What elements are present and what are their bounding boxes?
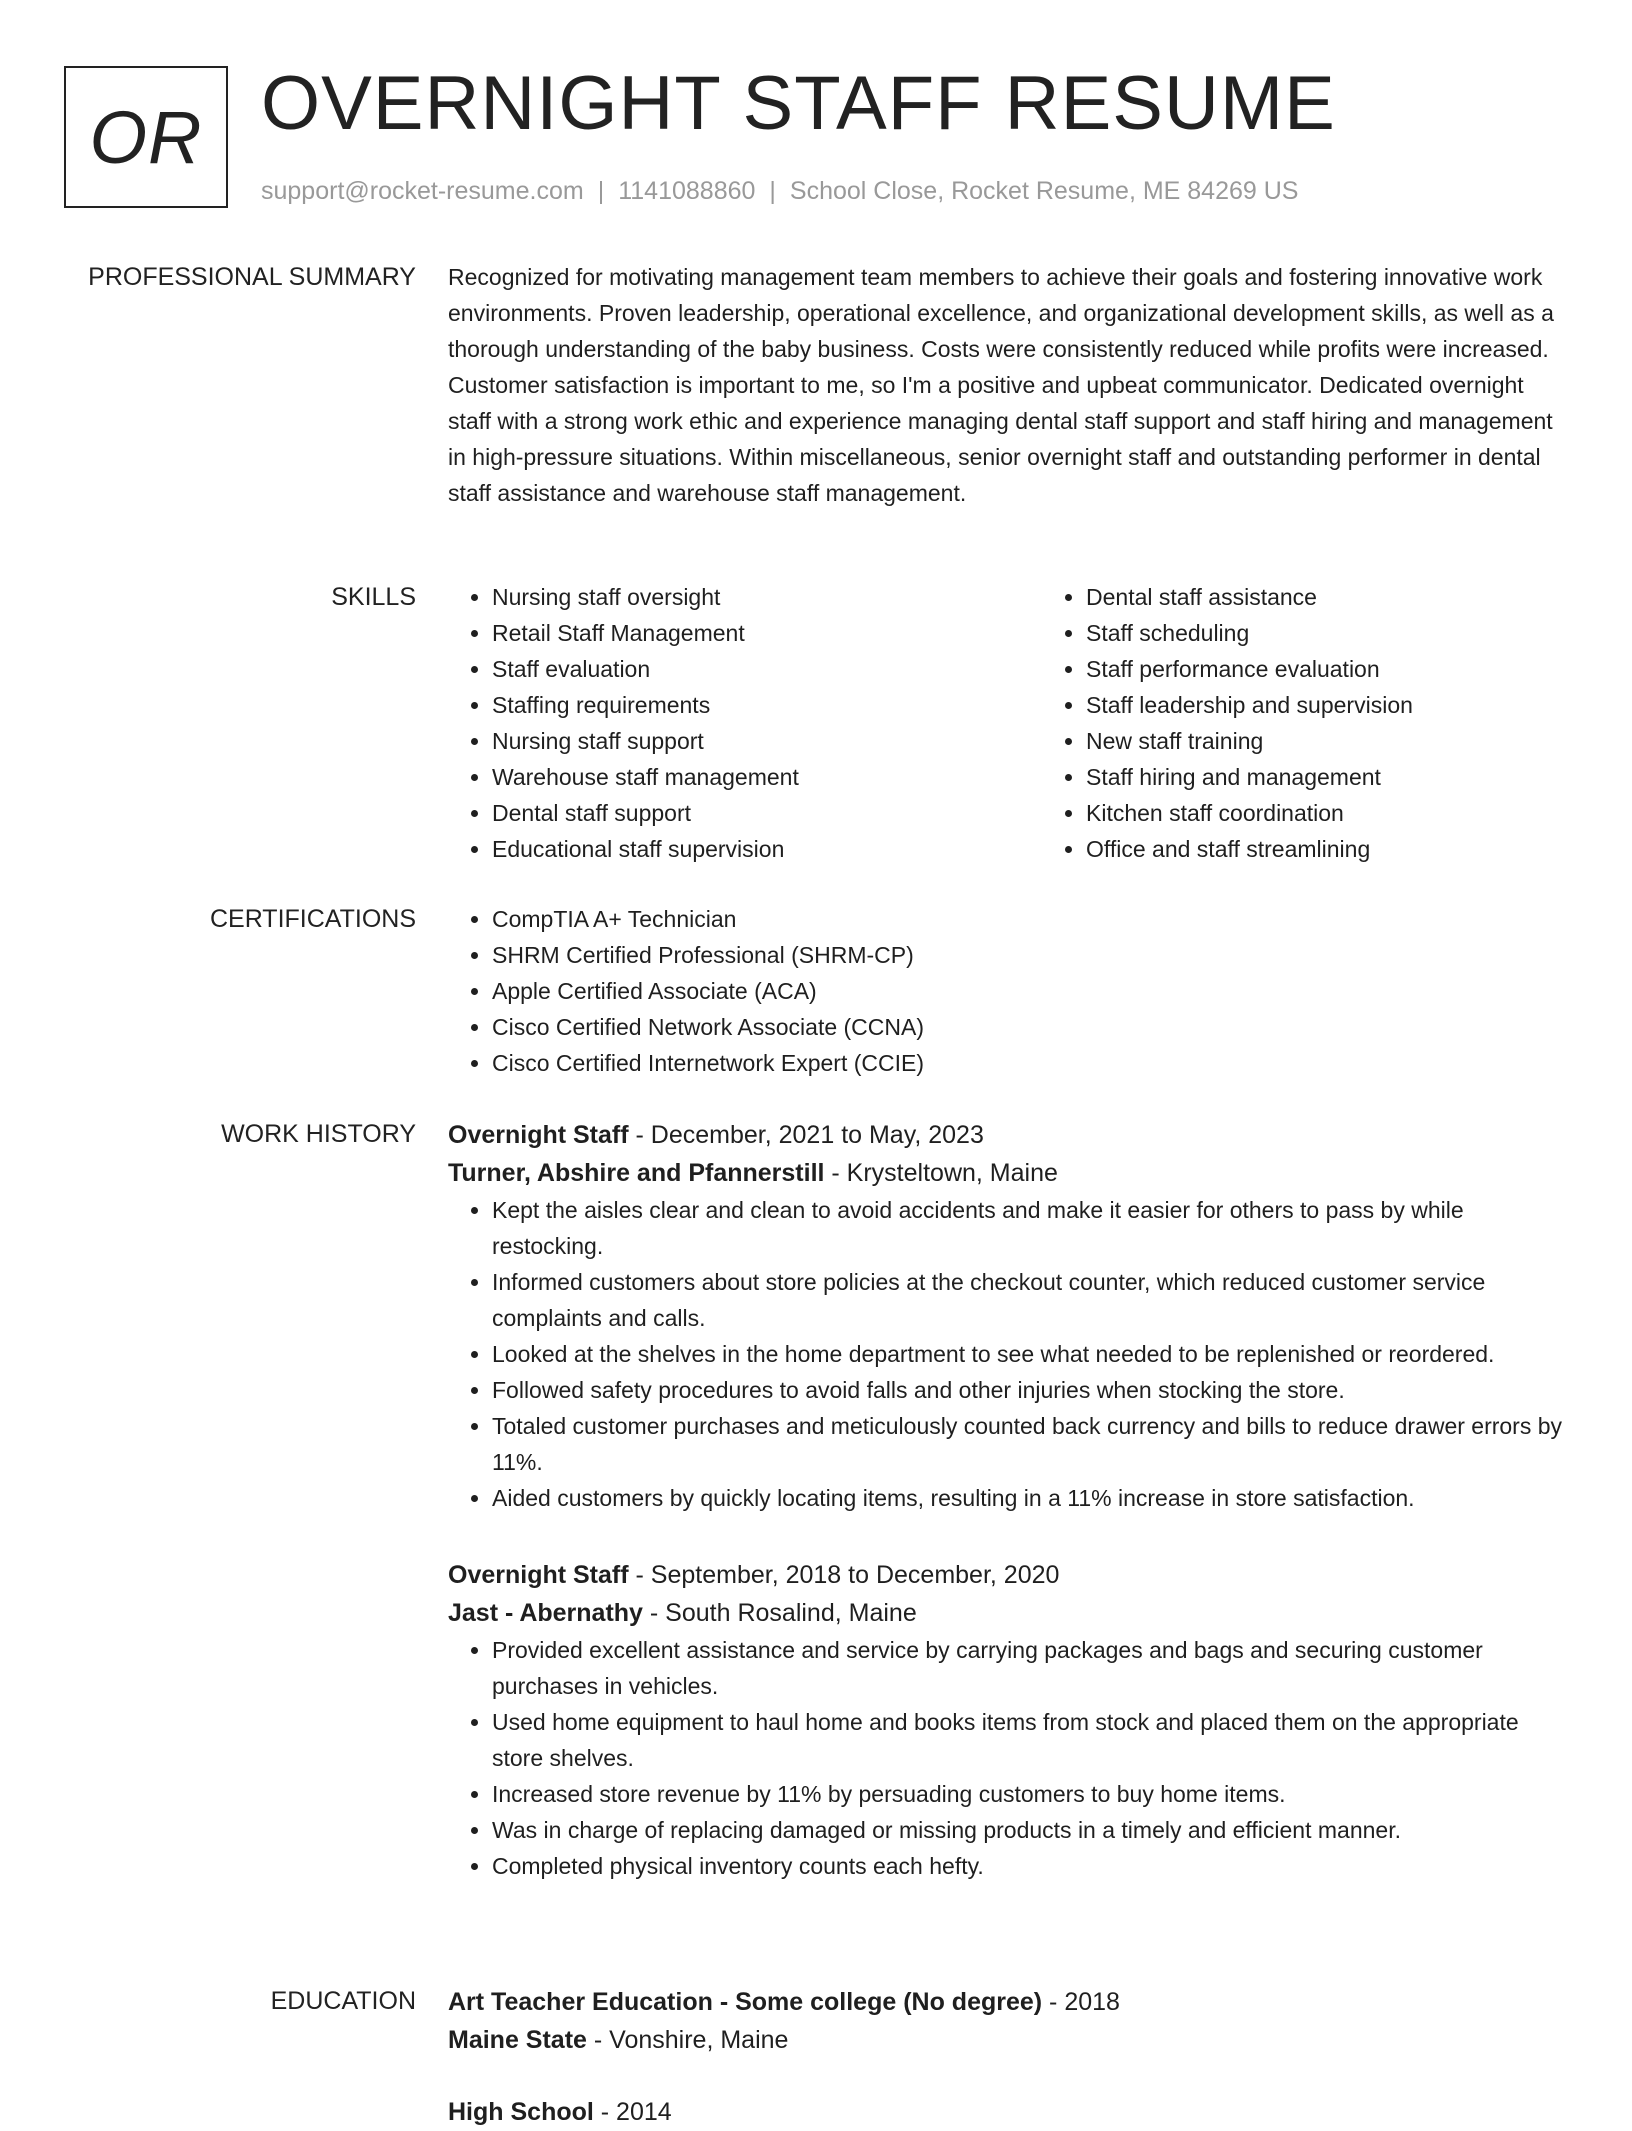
education-degree-line bbox=[448, 1983, 1568, 2021]
contact-line bbox=[261, 176, 1298, 206]
job-bullet: • Kept the aisles clear and clean to avoid accidents and make it easier for others to pass by while restocking. bbox=[492, 1192, 1568, 1264]
skill-item: • Staff performance evaluation bbox=[1086, 651, 1632, 687]
skills-body bbox=[448, 579, 1568, 867]
certification-item: • Cisco Certified Network Associate (CCNA) bbox=[492, 1009, 1568, 1045]
job-bullet: • Totaled customer purchases and meticulously counted back currency and bills to reduce drawer errors by 11%. bbox=[492, 1408, 1568, 1480]
job-bullet: • Used home equipment to haul home and books items from stock and placed them on the appropriate store shelves. bbox=[492, 1704, 1568, 1776]
job-company-line bbox=[448, 1154, 1568, 1192]
skill-item: • Staff scheduling bbox=[1086, 615, 1632, 651]
certification-item: • CompTIA A+ Technician bbox=[492, 901, 1568, 937]
summary-text: Recognized for motivating management team members to achieve their goals and fostering innovative work environments. Proven leadership, operational excellence, and organizational development skills, as well as a thorough understanding of the baby business. Costs were consistently reduced while profits were increased. Customer satisfaction is important to me, so I'm a positive and upbeat communicator. Dedicated overnight staff with a strong work ethic and experience managing dental staff support and staff hiring and management in high-pressure situations. Within miscellaneous, senior overnight staff and outstanding performer in dental staff assistance and warehouse staff management. bbox=[448, 264, 1554, 506]
job-bullet: • Aided customers by quickly locating items, resulting in a 11% increase in store satisfaction. bbox=[492, 1480, 1568, 1516]
contact-phone[interactable]: 1141088860 bbox=[618, 177, 756, 205]
education-year: - 2018 bbox=[1042, 1988, 1120, 2016]
skill-item: • Kitchen staff coordination bbox=[1086, 795, 1632, 831]
certification-item: • SHRM Certified Professional (SHRM-CP) bbox=[492, 937, 1568, 973]
education-degree-line bbox=[448, 2093, 1568, 2131]
section-label-education: EDUCATION bbox=[270, 1987, 416, 2015]
job-bullet: • Informed customers about store policies at the checkout counter, which reduced customer service complaints and calls. bbox=[492, 1264, 1568, 1336]
skill-item: • Staff leadership and supervision bbox=[1086, 687, 1632, 723]
skill-item: • Nursing staff support bbox=[492, 723, 1042, 759]
section-label-summary: PROFESSIONAL SUMMARY bbox=[88, 263, 416, 291]
education-body bbox=[448, 1983, 1568, 2131]
job-dates: - September, 2018 to December, 2020 bbox=[628, 1561, 1060, 1589]
job-bullet: • Provided excellent assistance and service by carrying packages and bags and securing customer purchases in vehicles. bbox=[492, 1632, 1568, 1704]
job-entry bbox=[448, 1556, 1568, 1884]
education-year: - 2014 bbox=[593, 2098, 672, 2126]
skill-item: • Retail Staff Management bbox=[492, 615, 1042, 651]
resume-title: OVERNIGHT STAFF RESUME bbox=[261, 61, 1336, 146]
contact-address: School Close, Rocket Resume, ME 84269 US bbox=[789, 177, 1299, 205]
job-location: - Krysteltown, Maine bbox=[824, 1159, 1058, 1187]
monogram-box bbox=[64, 66, 228, 208]
contact-separator: | bbox=[597, 177, 605, 205]
job-title: Overnight Staff bbox=[448, 1561, 629, 1589]
job-bullet: • Increased store revenue by 11% by persuading customers to buy home items. bbox=[492, 1776, 1568, 1812]
skill-item: • Nursing staff oversight bbox=[492, 579, 1042, 615]
skill-item: • Office and staff streamlining bbox=[1086, 831, 1632, 867]
certifications-list bbox=[448, 901, 1568, 1081]
certification-item: • Apple Certified Associate (ACA) bbox=[492, 973, 1568, 1009]
job-dates: - December, 2021 to May, 2023 bbox=[628, 1121, 984, 1149]
monogram-initials: OR bbox=[89, 95, 203, 179]
contact-separator: | bbox=[769, 177, 776, 205]
skill-item: • Educational staff supervision bbox=[492, 831, 1042, 867]
summary-body bbox=[448, 259, 1568, 511]
skill-item: • Dental staff assistance bbox=[1086, 579, 1632, 615]
section-label-work-history: WORK HISTORY bbox=[221, 1120, 416, 1148]
section-label-certifications: CERTIFICATIONS bbox=[209, 905, 416, 933]
job-bullet: • Followed safety procedures to avoid falls and other injuries when stocking the store. bbox=[492, 1372, 1568, 1408]
education-location: - Vonshire, Maine bbox=[586, 2026, 789, 2054]
job-bullets bbox=[448, 1192, 1568, 1516]
skills-list-left bbox=[448, 579, 1042, 867]
job-entry bbox=[448, 1116, 1568, 1516]
certifications-body bbox=[448, 901, 1568, 1081]
job-title-line bbox=[448, 1556, 1568, 1594]
skill-item: • New staff training bbox=[1086, 723, 1632, 759]
skill-item: • Warehouse staff management bbox=[492, 759, 1042, 795]
job-bullets bbox=[448, 1632, 1568, 1884]
section-label-skills: SKILLS bbox=[331, 583, 416, 611]
job-company: Jast - Abernathy bbox=[448, 1599, 643, 1627]
job-location: - South Rosalind, Maine bbox=[642, 1599, 917, 1627]
job-company: Turner, Abshire and Pfannerstill bbox=[448, 1159, 825, 1187]
job-company-line bbox=[448, 1594, 1568, 1632]
job-title: Overnight Staff bbox=[448, 1121, 629, 1149]
education-school: Maine State bbox=[448, 2026, 587, 2054]
work-history-body bbox=[448, 1116, 1568, 1924]
skill-item: • Staff hiring and management bbox=[1086, 759, 1632, 795]
job-bullet: • Was in charge of replacing damaged or missing products in a timely and efficient manner. bbox=[492, 1812, 1568, 1848]
certification-item: • Cisco Certified Internetwork Expert (CCIE) bbox=[492, 1045, 1568, 1081]
education-school-line bbox=[448, 2021, 1568, 2059]
job-bullet: • Looked at the shelves in the home department to see what needed to be replenished or reordered. bbox=[492, 1336, 1568, 1372]
skill-item: • Staff evaluation bbox=[492, 651, 1042, 687]
education-degree: Art Teacher Education - Some college (No degree) bbox=[448, 1988, 1043, 2016]
job-title-line bbox=[448, 1116, 1568, 1154]
skill-item: • Staffing requirements bbox=[492, 687, 1042, 723]
education-degree: High School bbox=[448, 2098, 594, 2126]
job-bullet: • Completed physical inventory counts each hefty. bbox=[492, 1848, 1568, 1884]
contact-email[interactable]: support@rocket-resume.com bbox=[261, 177, 584, 205]
skill-item: • Dental staff support bbox=[492, 795, 1042, 831]
skills-list-right bbox=[1042, 579, 1632, 867]
